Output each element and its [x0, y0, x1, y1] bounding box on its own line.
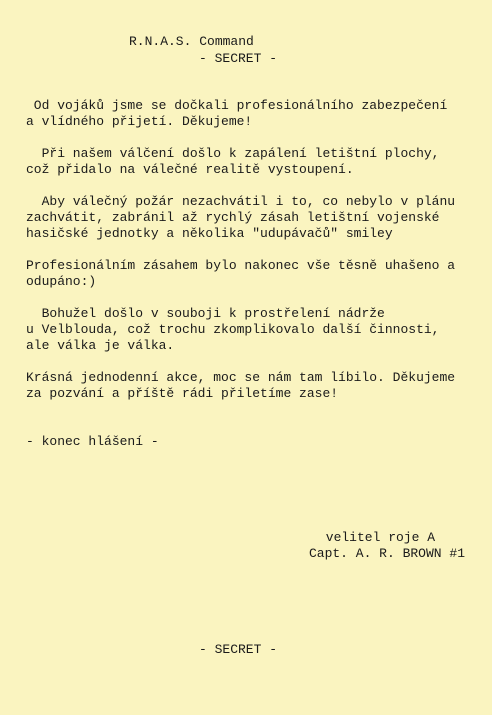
paragraph-1-line-2: a vlídného přijetí. Děkujeme! [26, 114, 253, 129]
paragraph-4-line-2: odupáno:) [26, 274, 97, 289]
header-org: R.N.A.S. Command [129, 34, 254, 49]
paragraph-3-line-1: Aby válečný požár nezachvátil i to, co nebylo v plánu [26, 194, 456, 209]
paragraph-5-line-1: Bohužel došlo v souboji k prostřelení nádrže [26, 306, 385, 321]
paragraph-2-line-1: Při našem válčení došlo k zapálení letištní plochy, [26, 146, 440, 161]
footer-classification: - SECRET - [199, 642, 278, 657]
paragraph-3-line-3: hasičské jednotky a několika "udupávačů" smiley [26, 226, 393, 241]
paragraph-5-line-2: u Velblouda, což trochu zkomplikovalo další činnosti, [26, 322, 440, 337]
signature-name: Capt. A. R. BROWN #1 [308, 546, 465, 561]
end-of-report: - konec hlášení - [26, 434, 159, 449]
paragraph-5-line-3: ale válka je válka. [26, 338, 175, 353]
paragraph-4-line-1: Profesionálním zásahem bylo nakonec vše těsně uhašeno a [26, 258, 456, 273]
paragraph-2-line-2: což přidalo na válečné realitě vystoupení. [26, 162, 354, 177]
paragraph-6-line-2: za pozvání a příště rádi přiletíme zase! [26, 386, 339, 401]
paragraph-1-line-1: Od vojáků jsme se dočkali profesionálního zabezpečení [26, 98, 448, 113]
signature-role: velitel roje A [325, 530, 435, 545]
paragraph-6-line-1: Krásná jednodenní akce, moc se nám tam líbilo. Děkujeme [26, 370, 456, 385]
paragraph-3-line-2: zachvátit, zabránil až rychlý zásah letištní vojenské [26, 210, 440, 225]
header-classification: - SECRET - [199, 51, 278, 66]
